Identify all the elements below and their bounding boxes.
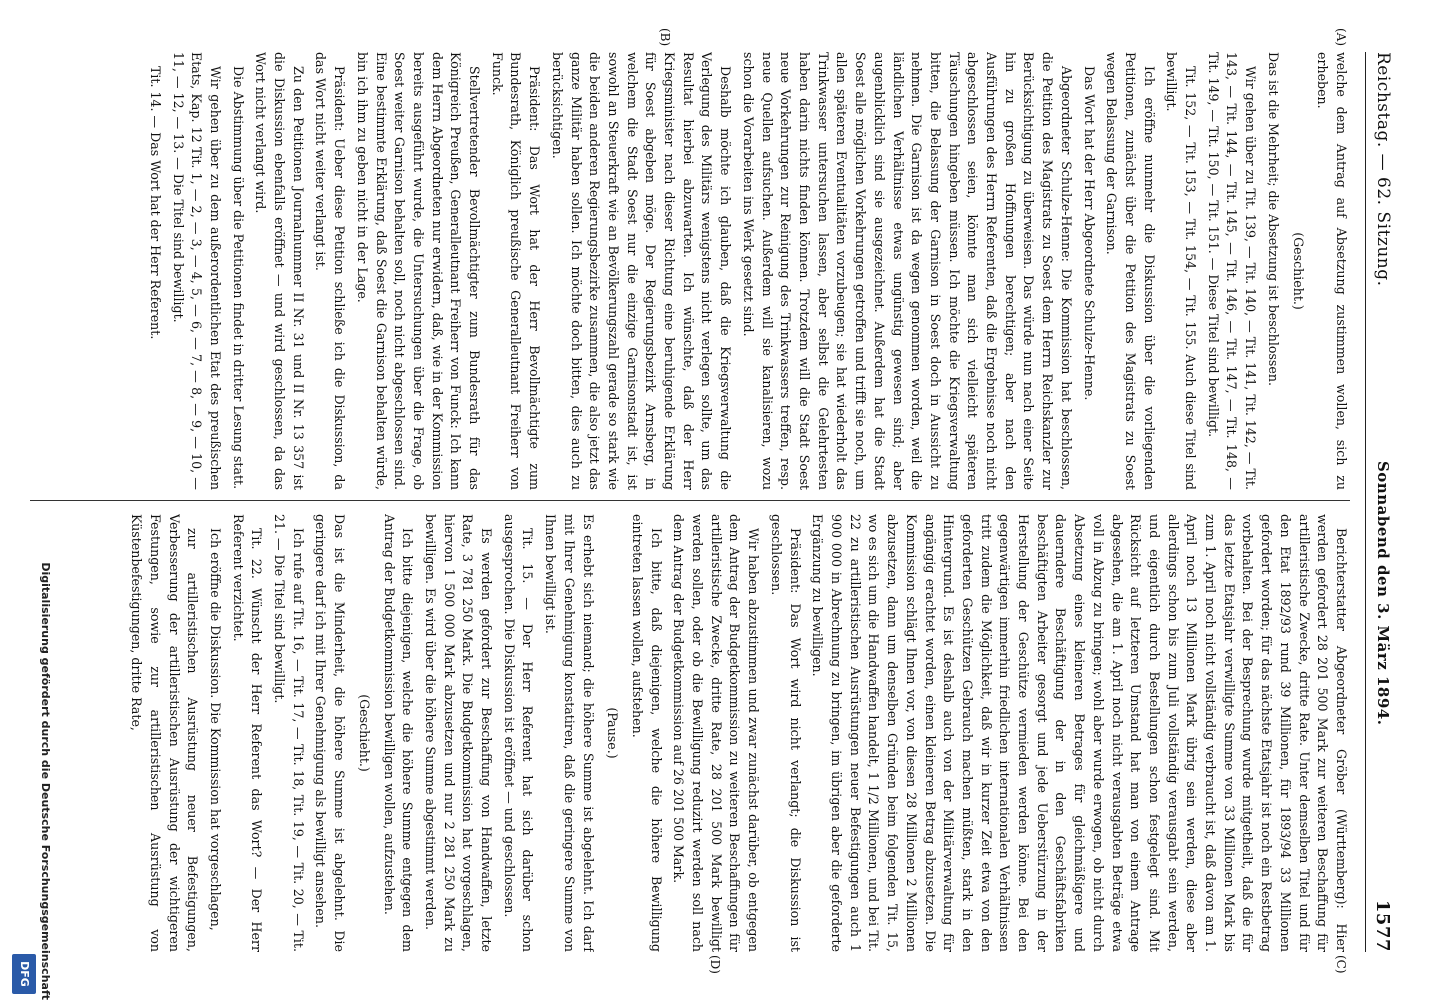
speech-president: Präsident: Das Wort wird nicht verlangt; die Diskussion ist geschlossen. bbox=[768, 514, 803, 952]
right-column bbox=[20, 514, 1350, 952]
paragraph: Tit. 14. — Das Wort hat der Herr Referent. bbox=[147, 66, 163, 340]
margin-marker-d: (D) bbox=[708, 955, 722, 974]
paragraph: zur artilleristischen Ausrüstung neuer Befestigungen, Verbesserung der artilleristischen Ausrüstung der wichtigeren Festungen, sowie zur artilleristischen Ausrüstung von Küstenbefestigungen, dritte Rate, bbox=[129, 514, 201, 952]
margin-marker-c: (C) bbox=[1334, 955, 1348, 974]
paragraph: Tit. 15. — Der Herr Referent hat sich darüber schon ausgesprochen. Die Diskussion ist eröffnet — und geschlossen. bbox=[501, 514, 536, 952]
dfg-logo: DFG bbox=[12, 954, 36, 994]
paragraph: Tit. 152, — Tit. 153, — Tit. 154, — Tit. 155. Auch diese Titel sind bewilligt. bbox=[1164, 52, 1199, 490]
paragraph: Wir gehen über zu Tit. 139, — Tit. 140, — Tit. 141, Tit. 142, — Tit. 143, — Tit. 144, — Tit. 145, — Tit. 146, — Tit. 147, — Tit. 148, — Tit. 149, — Tit. 150, — Tit. 151. — Diese Titel sind bewilligt. bbox=[1205, 52, 1259, 490]
page-header bbox=[1365, 52, 1400, 952]
paragraph: Ich eröffne nunmehr die Diskussion über die vorliegenden Petitionen, zunächst über die Petition des Magistrats zu Soest wegen Belassung der Garnison. bbox=[1104, 52, 1157, 490]
interjection: (Pause.) bbox=[605, 707, 621, 759]
paragraph: Ich bitte, daß diejenigen, welche die höhere Bewilligung eintreten lassen wollen, aufstehen. bbox=[629, 514, 664, 952]
paragraph: Tit. 22. Wünscht der Herr Referent das Wort? — Der Herr Referent verzichtet. bbox=[230, 514, 265, 952]
left-column bbox=[30, 52, 1350, 490]
page-number: 1577 bbox=[1372, 899, 1394, 952]
paragraph: Das ist die Mehrheit; die Absetzung ist beschlossen. bbox=[1265, 52, 1281, 386]
header-date: Sonnabend den 3. März 1894. bbox=[1374, 460, 1392, 726]
margin-marker-b: (B) bbox=[658, 28, 672, 47]
speech-von-funck: Stellvertretender Bevollmächtigter zum Bundesrath für das Königreich Preußen, Generalleutnant Freiherr von Funck: Ich kann dem Herrn Abgeordneten nur erwidern, daß, wie in der Kommission bereits ausgeführt wurde, die Untersuchungen über die Frage, ob Soest weiter Garnison behalten soll, noch nicht abgeschlossen sind. Eine bestimmte Erklärung, daß Soest die Garnison behalten würde, bin ich ihm zu geben nicht in der Lage. bbox=[354, 52, 483, 490]
paragraph: Wir haben abzustimmen und zwar zunächst darüber, ob entgegen dem Antrag der Budgetkommission zu weiteren Beschaffungen für artilleristische Zwecke, dritte Rate, 28 201 500 Mark bewilligt werden sollen, oder ob die Bewilligung reduzirt werden soll nach dem Antrag der Budgetkommission auf 26 201 500 Mark. bbox=[671, 514, 762, 952]
speech-president: Präsident: Das Wort hat der Herr Bevollmächtigte zum Bundesrath, Königlich preußische Generalleutnant Freiherr von Funck. bbox=[489, 52, 543, 490]
digitization-note: Digitalisierung gefördert durch die Deutsche Forschungsgemeinschaft bbox=[39, 562, 52, 1000]
paragraph: Deshalb möchte ich glauben, daß die Kriegsverwaltung die Verlegung des Militärs wenigstens nicht verlegen sollte, um das Resultat hierbei abzuwarten. Ich wünschte, daß der Herr Kriegsminister nach dieser Richtung eine beruhigende Erklärung für Soest abgeben möge. Der Regierungsbezirk Arnsberg, in welchem die Stadt Soest nur die einzige Garnisonstadt ist, ist sowohl an Steuerkraft wie an Bevölkerungszahl gerade so stark wie die beiden anderen Regierungsbezirke zusammen, die also jetzt das ganze Militär haben sollen. Ich möchte doch bitten, dies auch zu berücksichtigen. bbox=[549, 52, 734, 490]
paragraph: Das ist die Minderheit, die höhere Summe ist abgelehnt. Die geringere darf ich mit Ihrer Genehmigung als bewilligt ansehen. bbox=[313, 514, 348, 952]
interjection: (Geschieht.) bbox=[356, 694, 372, 772]
paragraph: Das Wort hat der Herr Abgeordnete Schulze-Henne. bbox=[1081, 66, 1097, 401]
margin-marker-a: (A) bbox=[1334, 28, 1348, 47]
paragraph: Ich bitte diejenigen, welche die höhere Summe entgegen dem Antrag der Budgetkommission bewilligen wollen, aufzustehen. bbox=[381, 514, 416, 952]
interjection: (Geschieht.) bbox=[1290, 232, 1306, 310]
paragraph: Ich rufe auf Tit. 16, — Tit. 17, — Tit. 18, Tit. 19, — Tit. 20, — Tit. 21. — Die Titel sind bewilligt. bbox=[272, 514, 306, 952]
speech-schulze-henne: Abgeordneter Schulze-Henne: Die Kommission hat beschlossen, die Petition des Magistrats zu Soest dem Herrn Reichskanzler zur Berücksichtigung zu überweisen. Das würde nun nach einer Seite hin zu großen Hoffnungen berechtigen; aber nach den Ausführungen des Herrn Referenten, daß die Ergebnisse noch nicht abgeschlossen seien, könnte man sich vielleicht späteren Täuschungen hingeben müssen. Ich möchte die Kriegsverwaltung bitten, die Belassung der Garnison in Soest doch in Aussicht zu nehmen. Die Garnison ist da wegen genommen worden, weil die ländlichen Verhältnisse etwas ungünstig gewesen sind; aber augenblicklich sind sie ausgezeichnet. Außerdem hat die Stadt Soest alle möglichen Vorkehrungen getroffen und trifft sie noch, um allen späteren Eventualitäten vorzubeugen; sie hat wiederholt das Trinkwasser untersuchen lassen, aber selbst die Gelehrtesten haben darin nichts finden können. Trotzdem will die Stadt Soest neue Vorkehrungen zur Reinigung des Trinkwassers treffen, resp. neue Quellen aufsuchen. Außerdem will sie kanalisieren, wozu schon die Vorarbeiten ins Werk gesetzt sind. bbox=[740, 52, 1074, 490]
paragraph: welche dem Antrag auf Absetzung zustimmen wollen, sich zu erheben. bbox=[1315, 52, 1349, 490]
header-session: Reichstag. — 62. Sitzung. bbox=[1373, 52, 1393, 287]
column-divider bbox=[30, 500, 1350, 501]
paragraph: Es werden gefordert zur Beschaffung von Handwaffen, letzte Rate, 3 781 250 Mark. Die Budgetkommission hat vorgeschlagen, hiervon 1 500 000 Mark abzusetzen und nur 2 281 250 Mark zu bewilligen. Es wird über die höhere Summe abgestimmt werden. bbox=[422, 514, 495, 952]
paragraph: Ich eröffne die Diskussion. Die Kommission hat vorgeschlagen, bbox=[207, 528, 223, 931]
paragraph: Wir gehen über zu dem außerordentlichen Etat des preußischen Etats, Kap. 12 Tit. 1, — 2, — 3, — 4, 5, — 6, — 7, — 8, — 9, — 10, — 11, — 12, — 13. — Die Titel sind bewilligt. bbox=[170, 52, 223, 490]
paragraph: Zu den Petitionen Journalnummer II Nr. 31 und II Nr. 13 357 ist die Diskussion ebenfalls eröffnet — und wird geschlossen, da das Wort nicht verlangt wird. bbox=[253, 52, 306, 490]
paragraph: Es erhebt sich niemand; die höhere Summe ist abgelehnt. Ich darf mit Ihrer Genehmigung konstatiren, daß die geringere Summe von Ihnen bewilligt ist. bbox=[543, 514, 596, 952]
speech-groeber: Berichterstatter Abgeordneter Gröber (Württemberg): Hier werden gefordert 28 201 500 Mark zur weiteren Beschaffung für artilleristische Zwecke, dritte Rate. Unter demselben Titel und für den Etat 1892/93 rund 39 Millionen, für 1893/94 33 Millionen gefordert worden; für das nächste Etatsjahr ist noch ein Restbetrag vorbehalten. Bei der Besprechung wurde mitgetheilt, daß die für das letzte Etatsjahr verwilligte Summe von 33 Millionen Mark bis zum 1. April noch nicht vollständig verbraucht ist, daß davon am 1. April noch 13 Millionen Mark übrig sein werden, diese aber allerdings schon bis zum Juli vollständig verausgabt sein werden, und eigentlich durch Bestellungen schon festgelegt sind. Mit Rücksicht auf letzteren Umstand hat man von einem Antrage abgesehen, die am 1. April noch nicht verausgabten Beträge etwa voll in Abzug zu bringen; wohl aber wurde erwogen, ob nicht durch Absetzung eines kleineren Betrages für gleichmäßigere und dauerndere Beschäftigung der in den Geschäftsfabriken beschäftigten Arbeiter gesorgt und jede Ueberstürzung in der Herstellung der Geschütze vermieden werden könne. Bei den gegenwärtigen immerhin friedlichen internationalen Verhältnissen tritt zudem die Möglichkeit, daß wir in kurzer Zeit etwa von den geforderten Geschützen Gebrauch machen müßten, stark in den Hintergrund. Es ist deshalb auch von der Militärverwaltung für angängig erachtet worden, einen kleineren Betrag abzusetzen. Die Kommission schlägt Ihnen vor, von diesen 28 Millionen 2 Millionen abzusetzen, dann um denselben Gründen beim folgenden Tit. 15, wo es sich um die Handwaffen handelt, 1 1/2 Millionen, und bei Tit. 22 zu artilleristischen Ausrüstungen neuer Befestigungen auch 1 900 000 in Abrechnung zu bringen, im übrigen aber die geforderte Ergänzung zu bewilligen. bbox=[810, 514, 1349, 952]
paragraph: Die Abstimmung über die Petitionen findet in dritter Lesung statt. bbox=[230, 66, 246, 490]
speech-president: Präsident: Ueber diese Petition schließe ich die Diskussion, da das Wort nicht weiter verlangt ist. bbox=[313, 52, 348, 490]
